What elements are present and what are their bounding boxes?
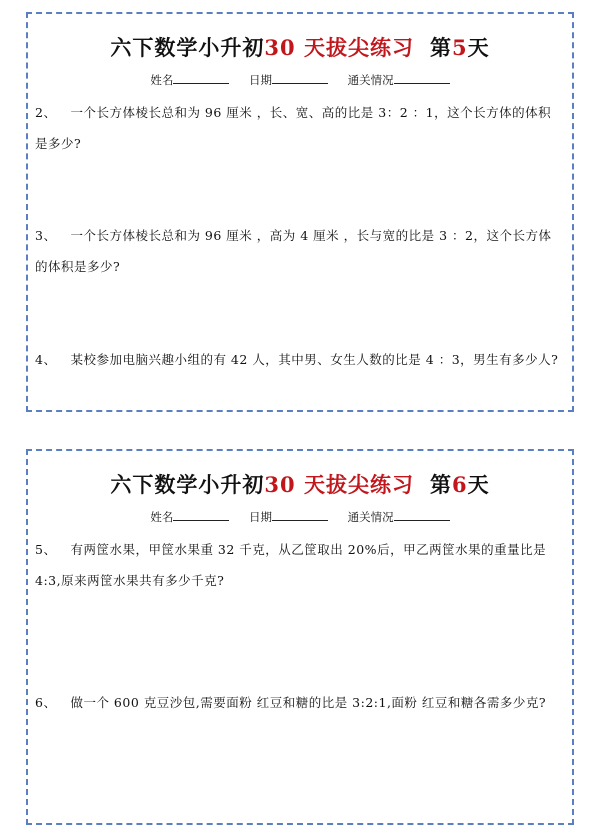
question-item [35, 687, 562, 718]
date-label: 日期 [249, 73, 272, 87]
status-label: 通关情况 [347, 73, 394, 87]
title-prefix: 六下数学小升初 [110, 472, 265, 497]
name-label: 姓名 [150, 73, 174, 87]
title-highlight: 30 天拔尖练习 [264, 35, 414, 60]
question-item [35, 344, 562, 375]
date-blank[interactable] [272, 72, 328, 84]
status-blank[interactable] [394, 509, 450, 521]
status-label: 通关情况 [347, 510, 394, 524]
title-day-suffix: 天 [467, 35, 490, 60]
info-row [28, 509, 572, 525]
question-item [35, 220, 562, 282]
question-number: 4、 [35, 352, 57, 367]
name-blank[interactable] [173, 72, 229, 84]
question-text: 有两筐水果，甲筐水果重 32 千克，从乙筐取出 20%后，甲乙两筐水果的重量比是 4:3,原来两筐水果共有多少千克? [35, 542, 547, 588]
question-number: 2、 [35, 105, 57, 120]
question-number: 3、 [35, 228, 57, 243]
date-blank[interactable] [272, 509, 328, 521]
worksheet-card-day5 [26, 12, 574, 412]
info-row [28, 72, 572, 88]
title-prefix: 六下数学小升初 [110, 35, 265, 60]
name-label: 姓名 [150, 510, 174, 524]
title-highlight: 30 天拔尖练习 [264, 472, 414, 497]
name-blank[interactable] [173, 509, 229, 521]
question-item [35, 534, 562, 596]
worksheet-title [28, 469, 572, 499]
title-day-number: 6 [451, 472, 468, 497]
question-text: 一个长方体棱长总和为 96 厘米 ，长、宽、高的比是 3：2 ：1，这个长方体的体积是多少? [35, 105, 552, 151]
title-day-suffix: 天 [467, 472, 490, 497]
title-day-number: 5 [451, 35, 468, 60]
title-day-prefix: 第 [429, 35, 452, 60]
question-item [35, 97, 562, 159]
title-day-prefix: 第 [429, 472, 452, 497]
question-number: 5、 [35, 542, 57, 557]
status-blank[interactable] [394, 72, 450, 84]
question-number: 6、 [35, 695, 57, 710]
date-label: 日期 [249, 510, 272, 524]
question-text: 一个长方体棱长总和为 96 厘米 ，高为 4 厘米 ，长与宽的比是 3 ：2，这个长方体的体积是多少? [35, 228, 552, 274]
worksheet-title [28, 32, 572, 62]
question-text: 某校参加电脑兴趣小组的有 42 人，其中男、女生人数的比是 4 ：3，男生有多少人? [70, 352, 559, 367]
question-text: 做一个 600 克豆沙包,需要面粉 红豆和糖的比是 3:2:1,面粉 红豆和糖各需多少克? [70, 695, 547, 710]
worksheet-card-day6 [26, 449, 574, 825]
